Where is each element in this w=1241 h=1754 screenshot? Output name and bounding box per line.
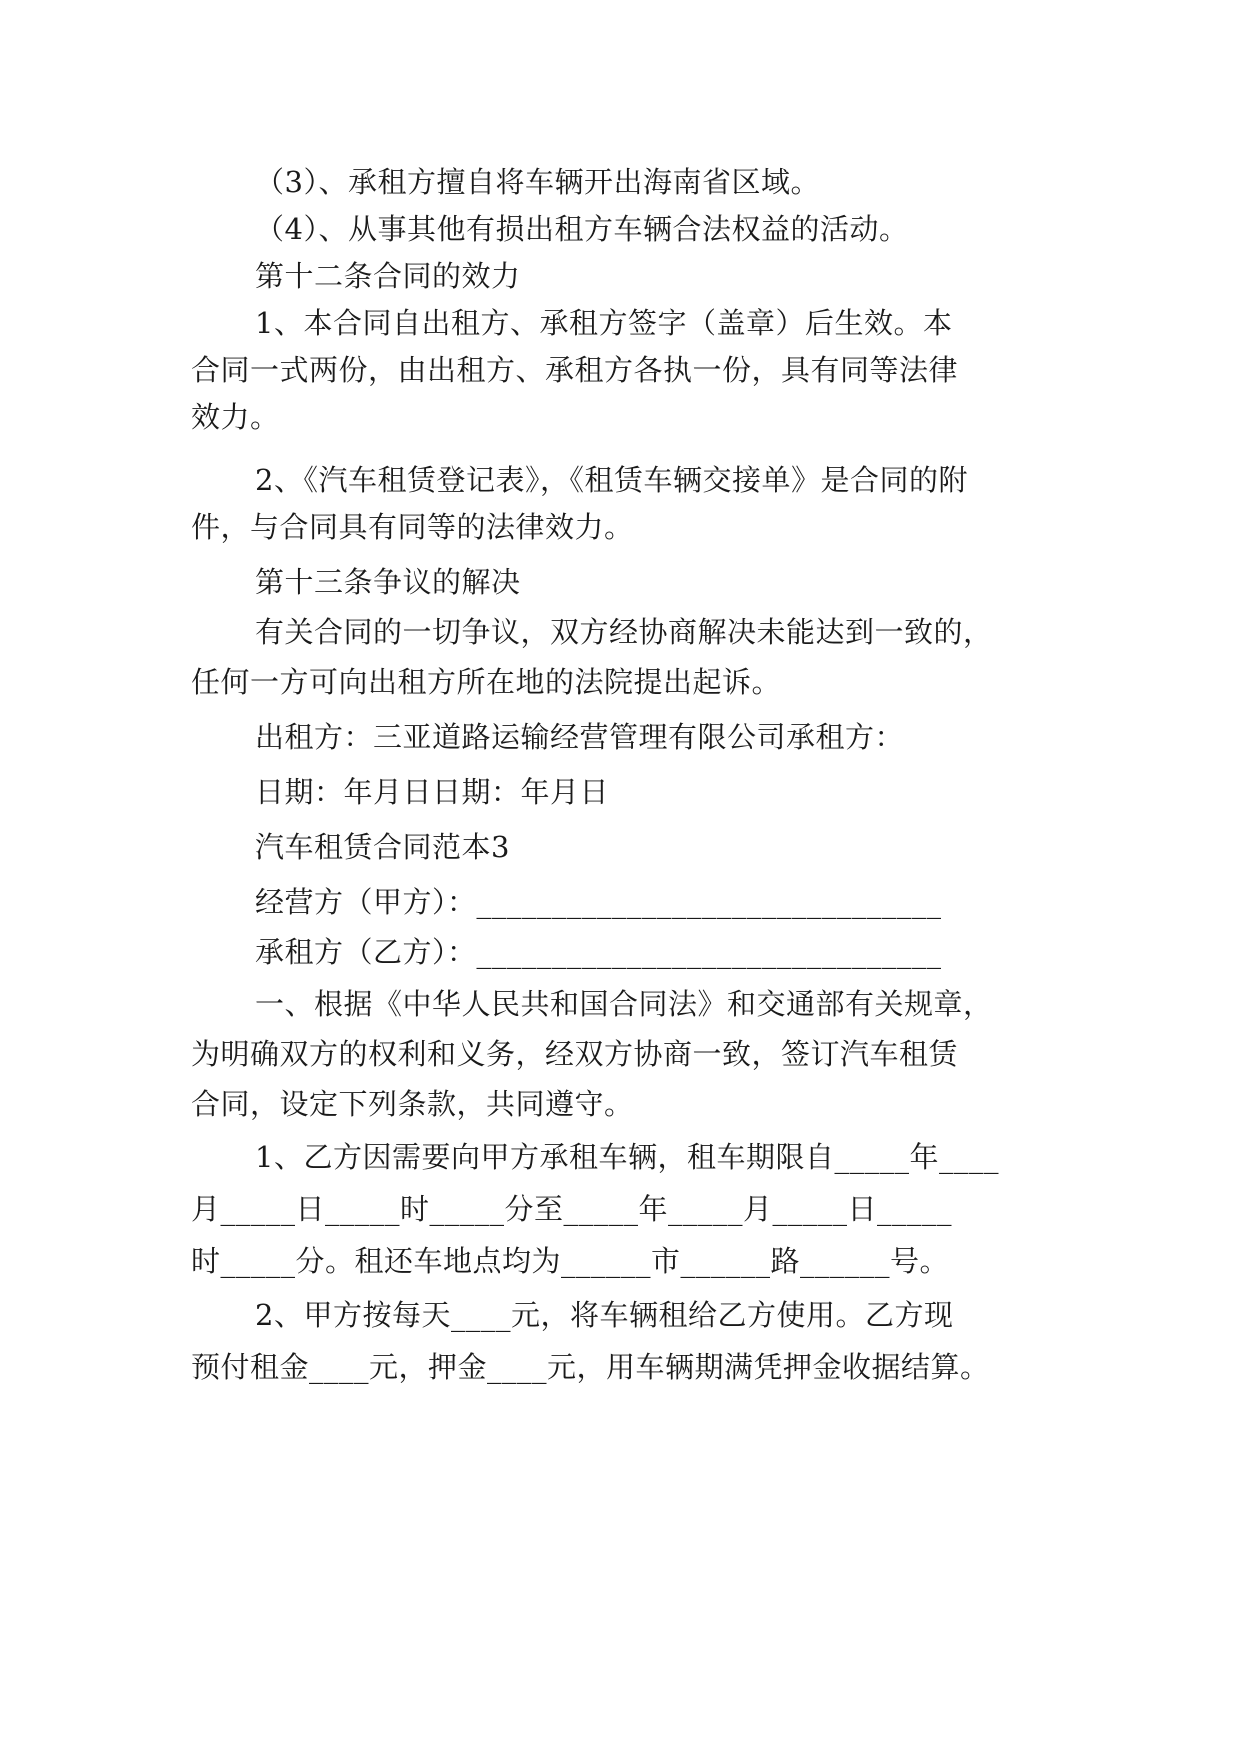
text-line: 时_____分。租还车地点均为______市______路______号。	[191, 1244, 950, 1278]
text-line: 2、《汽车租赁登记表》，《租赁车辆交接单》是合同的附	[255, 463, 968, 497]
text-line: 为明确双方的权利和义务，经双方协商一致，签订汽车租赁	[191, 1037, 959, 1071]
lessee-line: 承租方（乙方）：_______________________________	[255, 935, 942, 969]
text-line: 月_____日_____时_____分至_____年_____月_____日_____	[191, 1192, 953, 1226]
date-line: 日期：年月日日期：年月日	[255, 775, 610, 809]
contract-title: 汽车租赁合同范本3	[255, 830, 510, 864]
section-heading: 第十二条合同的效力	[255, 259, 521, 293]
text-line: 任何一方可向出租方所在地的法院提出起诉。	[191, 665, 782, 699]
text-line: （3）、承租方擅自将车辆开出海南省区域。	[255, 165, 820, 199]
text-line: 效力。	[191, 400, 280, 434]
text-line: 1、本合同自出租方、承租方签字（盖章）后生效。本	[255, 306, 953, 340]
text-line: 预付租金____元，押金____元，用车辆期满凭押金收据结算。	[191, 1350, 990, 1384]
signature-line: 出租方：三亚道路运输经营管理有限公司承租方：	[255, 720, 905, 754]
text-line: 合同，设定下列条款，共同遵守。	[191, 1087, 634, 1121]
lessor-line: 经营方（甲方）：_______________________________	[255, 885, 942, 919]
section-heading: 第十三条争议的解决	[255, 565, 521, 599]
text-line: 一、根据《中华人民共和国合同法》和交通部有关规章，	[255, 987, 993, 1021]
text-line: 1、乙方因需要向甲方承租车辆，租车期限自_____年____	[255, 1140, 999, 1174]
text-line: 合同一式两份，由出租方、承租方各执一份，具有同等法律	[191, 353, 959, 387]
text-line: 件，与合同具有同等的法律效力。	[191, 510, 634, 544]
text-line: 有关合同的一切争议，双方经协商解决未能达到一致的，	[255, 615, 993, 649]
text-line: （4）、从事其他有损出租方车辆合法权益的活动。	[255, 212, 909, 246]
text-line: 2、甲方按每天____元，将车辆租给乙方使用。乙方现	[255, 1298, 954, 1332]
